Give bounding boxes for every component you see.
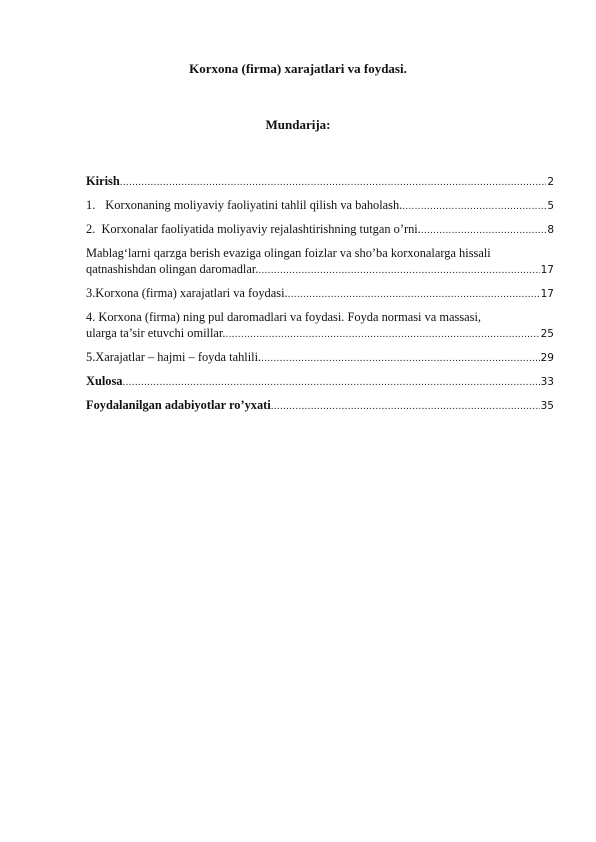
toc-leader-dots xyxy=(271,399,540,415)
toc-leader-dots xyxy=(225,327,539,343)
toc-entry-text: Kirish xyxy=(86,174,120,188)
toc-entry-mablag[interactable] xyxy=(86,245,554,279)
toc-page-number: 25 xyxy=(540,328,554,340)
toc-entry-2[interactable] xyxy=(86,221,554,239)
toc-leader-dots xyxy=(123,375,540,391)
toc-page-number: 35 xyxy=(540,400,554,412)
contents-heading: Mundarija: xyxy=(265,117,331,132)
toc-page-number: 2 xyxy=(547,176,554,188)
toc-entry-adabiyotlar[interactable] xyxy=(86,397,554,415)
toc-leader-dots xyxy=(120,175,547,191)
toc-page-number: 17 xyxy=(540,288,554,300)
toc-entry-text-line1: 4. Korxona (firma) ning pul daromadlari va foydasi. Foyda normasi va massasi, xyxy=(86,310,482,324)
toc-entry-text: Korxonaning moliyaviy faoliyatini tahlil qilish va baholash. xyxy=(105,198,403,212)
toc-page-number: 5 xyxy=(547,200,554,212)
toc-entry-3[interactable] xyxy=(86,285,554,303)
toc-leader-dots xyxy=(288,287,540,303)
toc-page-number: 8 xyxy=(547,224,554,236)
toc-leader-dots xyxy=(402,199,546,215)
toc-page-number: 29 xyxy=(540,352,554,364)
toc-leader-dots xyxy=(421,223,547,239)
toc-entry-text-line1: Mablag‘larni qarzga berish evaziga olingan foizlar va sho’ba korxonalarga hissali xyxy=(86,246,491,260)
document-title: Korxona (firma) xarajatlari va foydasi. xyxy=(189,61,407,76)
toc-leader-dots xyxy=(261,351,539,367)
toc-entry-number: 1. xyxy=(86,198,96,212)
toc-entry-kirish[interactable] xyxy=(86,173,554,191)
toc-entry-text-line2: ularga ta’sir etuvchi omillar. xyxy=(86,326,226,340)
toc-entry-5[interactable] xyxy=(86,349,554,367)
toc-entry-text: 3.Korxona (firma) xarajatlari va foydasi. xyxy=(86,286,288,300)
toc-leader-dots xyxy=(258,263,539,279)
toc-entry-text: 2. Korxonalar faoliyatida moliyaviy rejalashtirishning tutgan o’rni. xyxy=(86,222,421,236)
toc-page-number: 17 xyxy=(540,264,554,276)
table-of-contents xyxy=(86,173,554,421)
toc-entry-xulosa[interactable] xyxy=(86,373,554,391)
toc-entry-text: Foydalanilgan adabiyotlar ro’yxati xyxy=(86,398,271,412)
toc-page-number: 33 xyxy=(540,376,554,388)
toc-entry-4[interactable] xyxy=(86,309,554,343)
toc-entry-text: Xulosa xyxy=(86,374,123,388)
toc-entry-text: 5.Xarajatlar – hajmi – foyda tahlili. xyxy=(86,350,262,364)
toc-entry-text-line2: qatnashishdan olingan daromadlar. xyxy=(86,262,259,276)
toc-entry-1[interactable] xyxy=(86,197,554,215)
